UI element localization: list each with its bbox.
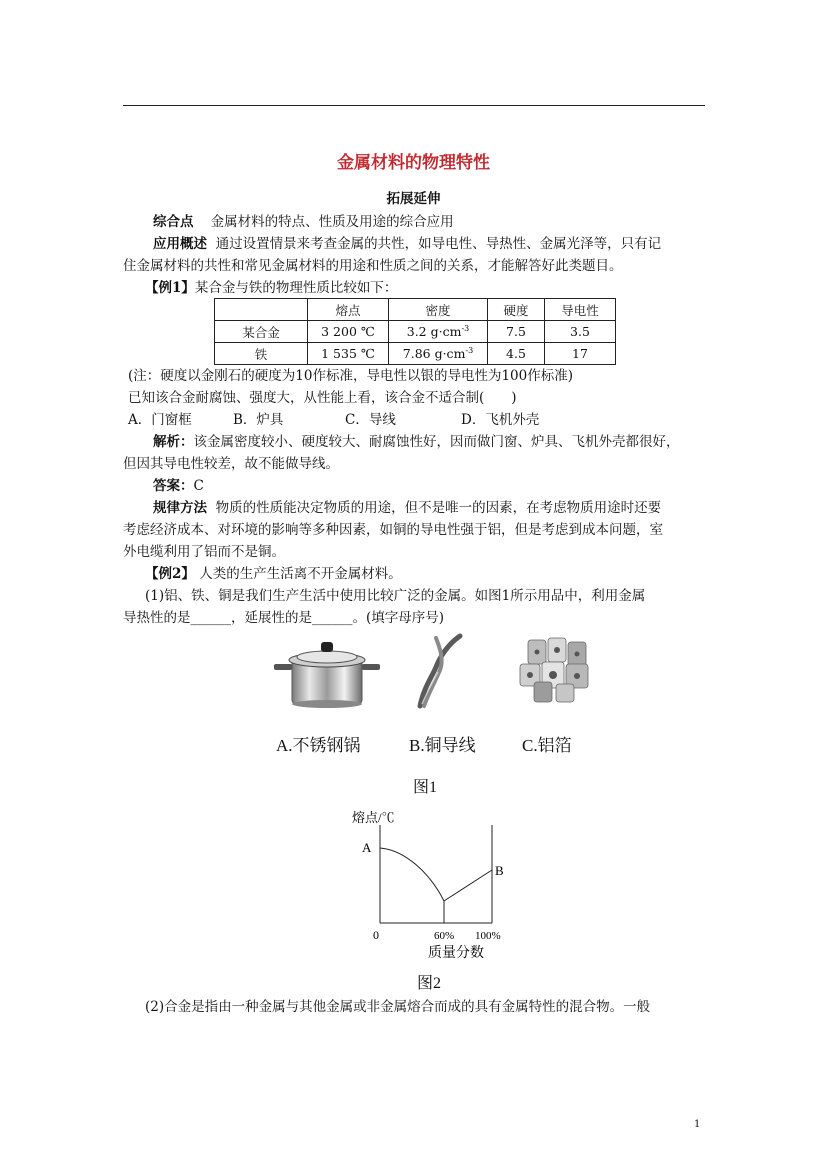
analysis-label: 解析：: [153, 434, 194, 450]
curve-a: [380, 848, 444, 901]
method-line-1: [153, 498, 743, 518]
table-cell: 1 535 ℃: [308, 343, 389, 365]
table-cell: [389, 343, 488, 365]
figure1-label-b: B.铜导线: [409, 736, 476, 755]
table-cell: [389, 321, 488, 343]
curve-b: [444, 870, 492, 901]
density-exponent: -3: [465, 345, 474, 355]
point-b-label: B: [495, 863, 504, 878]
method-line-2: 考虑经济成本、对环境的影响等多种因素，如铜的导电性强于铝，但是考虑到成本问题，室: [123, 522, 663, 538]
option-d: D．飞机外壳: [461, 412, 540, 428]
melting-point-diagram: [340, 805, 530, 965]
method-text-1: 物质的性质能决定物质的用途，但不是唯一的因素，在考虑物质用途时还要: [215, 500, 662, 516]
example2-label: 【例2】: [145, 566, 195, 582]
q1-line-2: 导热性的是______，延展性的是______。(填字母序号): [123, 610, 445, 626]
method-label: 规律方法: [153, 500, 207, 516]
example1-question: 已知该合金耐腐蚀、强度大，从性能上看，该合金不适合制( ): [128, 390, 517, 406]
example1-text: 某合金与铁的物理性质比较如下：: [194, 280, 398, 296]
q1-line-1: (1)铝、铁、铜是我们生产生活中使用比较广泛的金属。如图1所示用品中，利用金属: [145, 588, 646, 604]
option-c: C．导线: [345, 412, 396, 428]
density-value: 7.86 g·cm: [402, 346, 466, 362]
table-cell: 17: [545, 343, 616, 365]
overview-text-1: 通过设置情景来考查金属的共性，如导电性、导热性、金属光泽等，只有记: [215, 236, 662, 252]
topic-line: [153, 212, 743, 232]
topic-label: 综合点: [153, 214, 194, 230]
answer-value: C: [193, 478, 204, 494]
option-a: A．门窗框: [128, 412, 192, 428]
example1-options: [128, 410, 718, 430]
tick-60-label: 60%: [434, 930, 455, 942]
example2-intro: [145, 564, 735, 584]
answer-line: [153, 476, 743, 496]
example1-label: 【例1】: [145, 280, 195, 296]
answer-label: 答案：: [153, 478, 194, 494]
property-table: [214, 298, 616, 365]
y-axis-label: 熔点/℃: [352, 810, 395, 825]
copper-wire-image: [410, 632, 465, 710]
stainless-pot-image: [272, 632, 382, 712]
table-header-cell: 密度: [389, 299, 488, 321]
example1-intro: [145, 278, 735, 298]
figure1-label-c: C.铝箔: [522, 736, 572, 755]
point-a-label: A: [362, 840, 372, 855]
page-number: 1: [694, 1119, 701, 1130]
aluminum-foil-image: [516, 636, 596, 706]
figure2-caption: 图2: [417, 975, 442, 992]
figure1-label-a: A.不锈钢锅: [276, 736, 361, 755]
section-subtitle: 拓展延伸: [386, 191, 441, 207]
table-cell: 4.5: [488, 343, 545, 365]
analysis-text-1: 该金属密度较小、硬度较大、耐腐蚀性好，因而做门窗、炉具、飞机外壳都很好，: [193, 434, 680, 450]
tick-100-label: 100%: [475, 930, 501, 942]
overview-line-2: 住金属材料的共性和常见金属材料的用途和性质之间的关系，才能解答好此类题目。: [123, 258, 623, 274]
q2-line-1: (2)合金是指由一种金属与其他金属或非金属熔合而成的具有金属特性的混合物。一般: [145, 999, 651, 1015]
density-value: 3.2 g·cm: [406, 324, 462, 340]
analysis-line-1: [153, 432, 743, 452]
origin-label: 0: [373, 928, 379, 942]
x-axis-label: 质量分数: [428, 946, 484, 961]
table-cell: 3 200 ℃: [308, 321, 389, 343]
table-row: [215, 321, 616, 343]
table-header-cell: [215, 299, 308, 321]
figure1-caption: 图1: [413, 779, 438, 796]
table-header-cell: 导电性: [545, 299, 616, 321]
table-cell: 3.5: [545, 321, 616, 343]
table-header-cell: 硬度: [488, 299, 545, 321]
table-note: (注：硬度以金刚石的硬度为10作标准，导电性以银的导电性为100作标准): [128, 368, 573, 384]
overview-label: 应用概述: [153, 236, 207, 252]
overview-line-1: [153, 234, 743, 254]
header-rule: [123, 105, 705, 106]
density-exponent: -3: [461, 323, 470, 333]
table-header-row: [215, 299, 616, 321]
table-header-cell: 熔点: [308, 299, 389, 321]
table-cell: 铁: [215, 343, 308, 365]
example2-text: 人类的生产生活离不开金属材料。: [199, 566, 402, 582]
table-cell: 某合金: [215, 321, 308, 343]
topic-text: 金属材料的特点、性质及用途的综合应用: [210, 214, 454, 230]
page-title: 金属材料的物理特性: [337, 153, 490, 173]
table-row: [215, 343, 616, 365]
method-line-3: 外电缆利用了铝而不是铜。: [123, 544, 285, 560]
analysis-line-2: 但因其导电性较差，故不能做导线。: [123, 456, 339, 472]
table-cell: 7.5: [488, 321, 545, 343]
option-b: B．炉具: [233, 412, 284, 428]
